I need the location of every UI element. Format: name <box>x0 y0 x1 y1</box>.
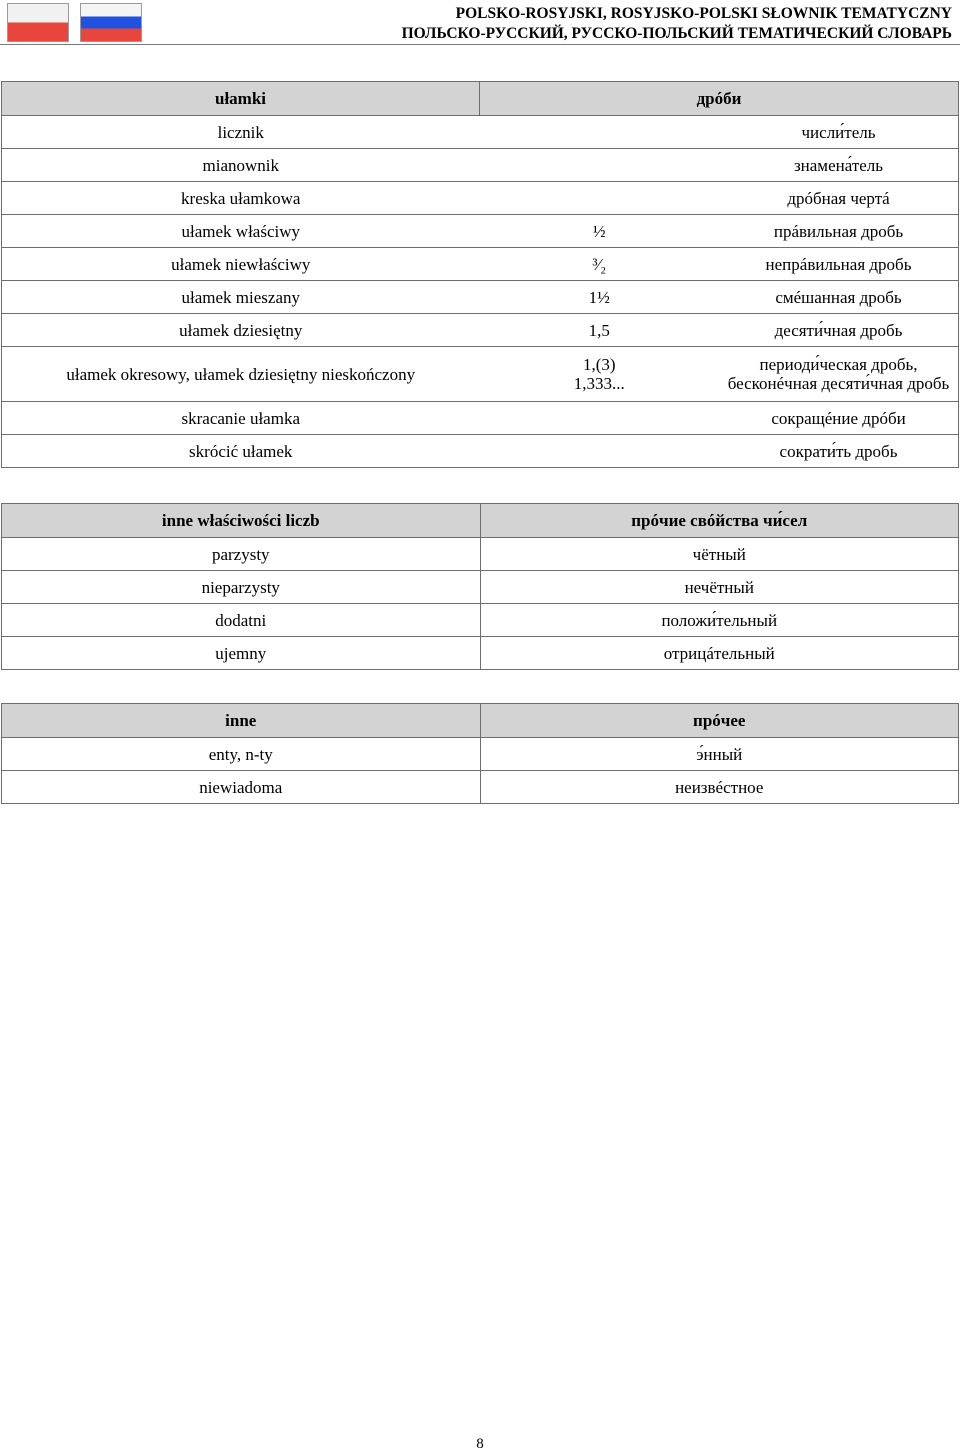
term-ru: сократи́ть дробь <box>719 435 959 468</box>
table-row <box>2 248 959 281</box>
term-example <box>480 347 720 402</box>
header-divider <box>0 44 960 45</box>
header-titles <box>402 4 952 44</box>
example-line: 1,(3) <box>582 355 616 374</box>
header-title-ru: ПОЛЬСКО-РУССКИЙ, РУССКО-ПОЛЬСКИЙ ТЕМАТИЧЕСКИЙ СЛОВАРЬ <box>401 25 952 42</box>
term-ru: периоди́ческая дробь, бесконéчная десяти́чная дробь <box>719 347 959 402</box>
page-header <box>0 0 960 46</box>
term-ru: прáвильная дробь <box>719 215 959 248</box>
term-pl: ujemny <box>2 637 481 670</box>
term-pl: skracanie ułamka <box>2 402 480 435</box>
term-example: 1,5 <box>480 314 720 347</box>
term-pl: enty, n-ty <box>2 738 481 771</box>
term-pl: licznik <box>2 116 480 149</box>
fractions-heading-ru: дрóби <box>480 82 959 116</box>
term-pl: ułamek niewłaściwy <box>2 248 480 281</box>
term-pl: dodatni <box>2 604 481 637</box>
term-ru: неизвéстное <box>480 771 959 804</box>
page-number: 8 <box>476 1436 484 1452</box>
number-properties-table <box>1 503 959 670</box>
term-ru: знамена́тель <box>719 149 959 182</box>
term-example: 1½ <box>480 281 720 314</box>
table-row <box>2 215 959 248</box>
table-row <box>2 182 959 215</box>
table-header-row <box>2 504 959 538</box>
term-pl: nieparzysty <box>2 571 481 604</box>
other-heading-ru: прóчее <box>480 704 959 738</box>
term-pl: kreska ułamkowa <box>2 182 480 215</box>
flag-poland-icon <box>7 3 69 42</box>
example-line: 1,333... <box>573 374 625 393</box>
fractions-table <box>1 81 959 468</box>
table-row <box>2 604 959 637</box>
table-row <box>2 637 959 670</box>
term-pl: ułamek dziesiętny <box>2 314 480 347</box>
term-pl: ułamek okresowy, ułamek dziesiętny nieskończony <box>2 347 480 402</box>
table-row <box>2 347 959 402</box>
table-row <box>2 116 959 149</box>
table-row <box>2 771 959 804</box>
properties-heading-pl: inne właściwości liczb <box>2 504 481 538</box>
table-row <box>2 281 959 314</box>
term-ru: нечётный <box>480 571 959 604</box>
term-ru: чётный <box>480 538 959 571</box>
term-pl: parzysty <box>2 538 481 571</box>
term-pl: niewiadoma <box>2 771 481 804</box>
table-header-row <box>2 82 959 116</box>
term-example <box>480 149 720 182</box>
other-heading-pl: inne <box>2 704 481 738</box>
table-header-row <box>2 704 959 738</box>
other-terms-table <box>1 703 959 804</box>
table-row <box>2 738 959 771</box>
term-pl: ułamek mieszany <box>2 281 480 314</box>
table-row <box>2 314 959 347</box>
table-row <box>2 149 959 182</box>
term-pl: mianownik <box>2 149 480 182</box>
term-example <box>480 402 720 435</box>
term-ru: положи́тельный <box>480 604 959 637</box>
term-ru: дрóбная чертá <box>719 182 959 215</box>
table-row <box>2 571 959 604</box>
table-row <box>2 402 959 435</box>
properties-heading-ru: прóчие свóйства чи́сел <box>480 504 959 538</box>
table-row <box>2 435 959 468</box>
flag-russia-icon <box>80 3 142 42</box>
term-example: ½ <box>480 215 720 248</box>
term-pl: ułamek właściwy <box>2 215 480 248</box>
term-ru: смéшанная дробь <box>719 281 959 314</box>
term-pl: skrócić ułamek <box>2 435 480 468</box>
term-example: ³⁄₂ <box>480 248 720 281</box>
term-ru: сокращéние дрóби <box>719 402 959 435</box>
term-example <box>480 435 720 468</box>
term-ru: непрáвильная дробь <box>719 248 959 281</box>
header-title-pl: POLSKO-ROSYJSKI, ROSYJSKO-POLSKI SŁOWNIK TEMATYCZNY <box>455 5 952 22</box>
term-ru: отрицáтельный <box>480 637 959 670</box>
term-example <box>480 116 720 149</box>
term-example <box>480 182 720 215</box>
table-row <box>2 538 959 571</box>
term-ru: числи́тель <box>719 116 959 149</box>
fractions-heading-pl: ułamki <box>2 82 480 116</box>
term-ru: десяти́чная дробь <box>719 314 959 347</box>
term-ru: э́нный <box>480 738 959 771</box>
